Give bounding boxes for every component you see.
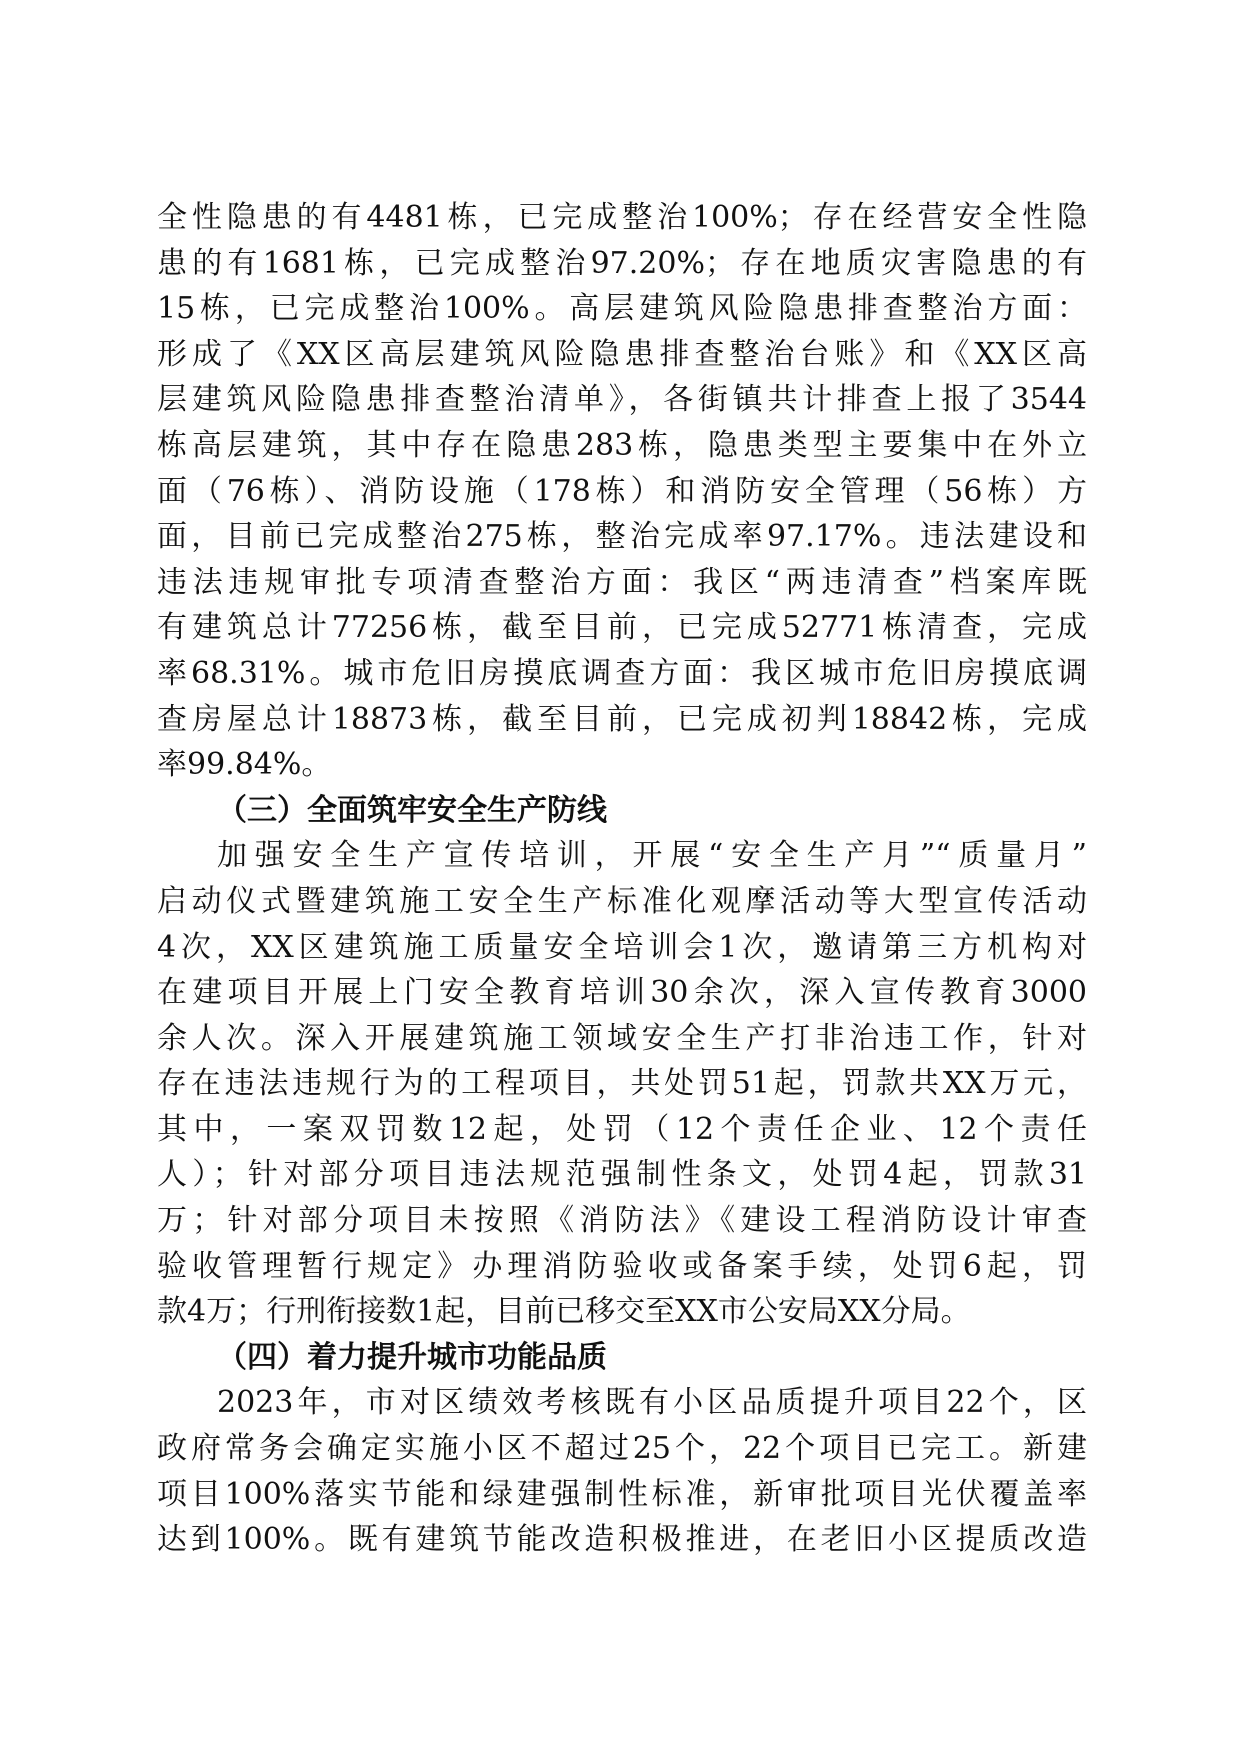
body-line: 有建筑总计77256栋，截至目前，已完成52771栋清查，完成: [157, 610, 1087, 646]
section-heading-3: （三）全面筑牢安全生产防线: [217, 792, 607, 828]
body-line: 存在违法违规行为的工程项目，共处罚51起，罚款共XX万元，: [157, 1066, 1087, 1102]
body-line: 面，目前已完成整治275栋，整治完成率97.17%。违法建设和: [157, 519, 1087, 555]
body-line: 其中，一案双罚数12起，处罚（12个责任企业、12个责任: [157, 1111, 1087, 1147]
body-line: 款4万；行刑衔接数1起，目前已移交至XX市公安局XX分局。: [157, 1294, 971, 1330]
body-line: 查房屋总计18873栋，截至目前，已完成初判18842栋，完成: [157, 701, 1087, 737]
body-line: 在建项目开展上门安全教育培训30余次，深入宣传教育3000: [157, 975, 1087, 1011]
body-line: 面（76栋）、消防设施（178栋）和消防安全管理（56栋）方: [157, 473, 1087, 509]
body-line: 形成了《XX区高层建筑风险隐患排查整治台账》和《XX区高: [157, 336, 1087, 372]
body-line: 万；针对部分项目未按照《消防法》《建设工程消防设计审查: [157, 1203, 1087, 1239]
body-line: 2023年，市对区绩效考核既有小区品质提升项目22个，区: [217, 1385, 1087, 1421]
body-line: 栋高层建筑，其中存在隐患283栋，隐患类型主要集中在外立: [157, 427, 1087, 463]
section-heading-4: （四）着力提升城市功能品质: [217, 1339, 607, 1375]
body-line: 达到100%。既有建筑节能改造积极推进，在老旧小区提质改造: [157, 1522, 1087, 1558]
body-line: 项目100%落实节能和绿建强制性标准，新审批项目光伏覆盖率: [157, 1476, 1087, 1512]
body-line: 加强安全生产宣传培训，开展“安全生产月”“质量月”: [217, 838, 1087, 874]
body-line: 违法违规审批专项清查整治方面：我区“两违清查”档案库既: [157, 564, 1087, 600]
body-line: 4次，XX区建筑施工质量安全培训会1次，邀请第三方机构对: [157, 929, 1087, 965]
body-line: 人）；针对部分项目违法规范强制性条文，处罚4起，罚款31: [157, 1157, 1087, 1193]
body-line: 全性隐患的有4481栋，已完成整治100%；存在经营安全性隐: [157, 200, 1087, 235]
body-line: 患的有1681栋，已完成整治97.20%；存在地质灾害隐患的有: [157, 245, 1087, 281]
body-line: 率99.84%。: [157, 747, 332, 783]
body-line: 验收管理暂行规定》办理消防验收或备案手续，处罚6起，罚: [157, 1248, 1087, 1284]
body-line: 启动仪式暨建筑施工安全生产标准化观摩活动等大型宣传活动: [157, 883, 1087, 919]
body-line: 层建筑风险隐患排查整治清单》，各街镇共计排查上报了3544: [157, 382, 1087, 418]
body-line: 率68.31%。城市危旧房摸底调查方面：我区城市危旧房摸底调: [157, 655, 1087, 691]
document-body: [157, 195, 1087, 1563]
body-line: 15栋，已完成整治100%。高层建筑风险隐患排查整治方面：: [157, 291, 1087, 327]
body-line: 余人次。深入开展建筑施工领域安全生产打非治违工作，针对: [157, 1020, 1087, 1056]
body-line: 政府常务会确定实施小区不超过25个，22个项目已完工。新建: [157, 1431, 1087, 1467]
